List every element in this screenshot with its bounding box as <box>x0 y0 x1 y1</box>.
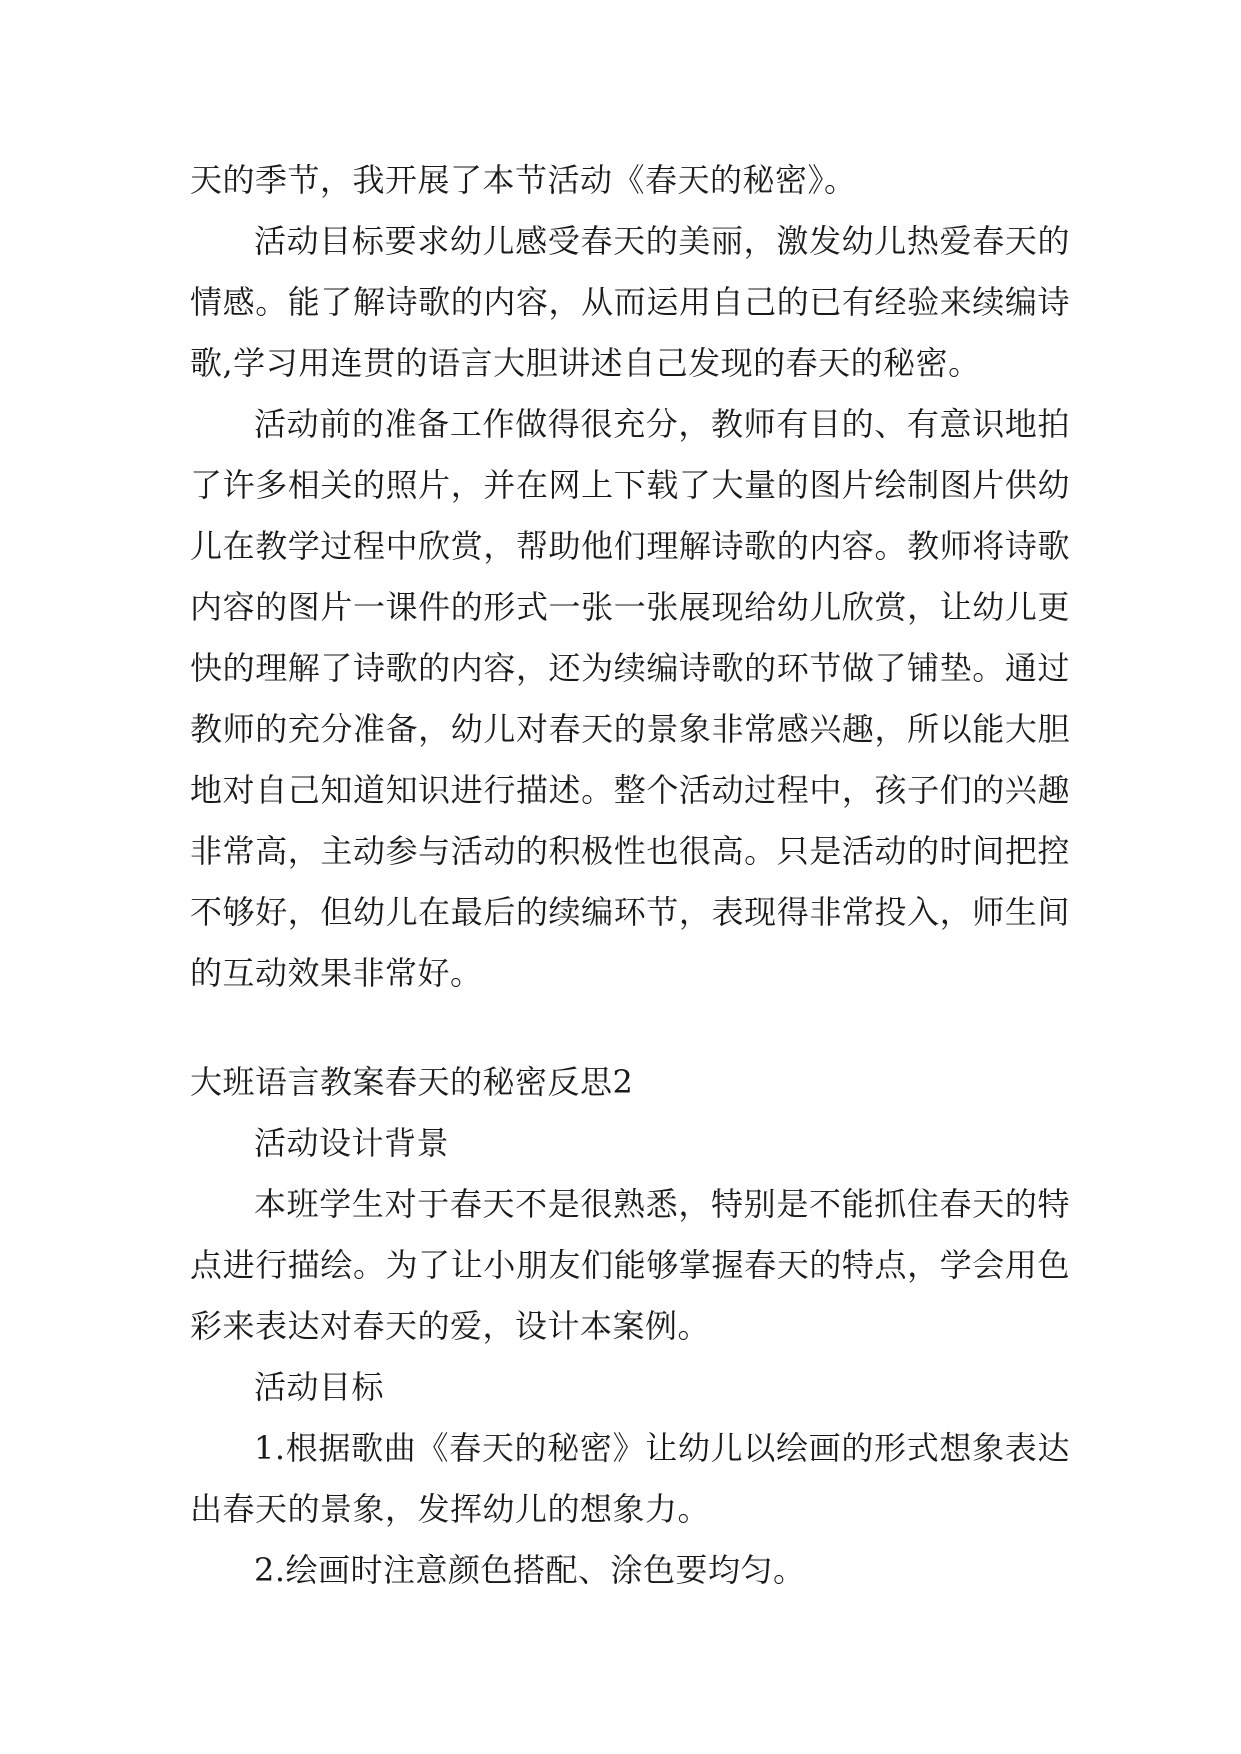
heading-design-background: 活动设计背景 <box>254 1124 450 1162</box>
list-item-goal-2: 2.绘画时注意颜色搭配、涂色要均匀。 <box>254 1551 806 1589</box>
paragraph-preparation: 活动前的准备工作做得很充分，教师有目的、有意识地拍了许多相关的照片，并在网上下载了大量的图片绘制图片供幼儿在教学过程中欣赏，帮助他们理解诗歌的内容。教师将诗歌内容的图片一课件的形式一张一张展现给幼儿欣赏，让幼儿更快的理解了诗歌的内容，还为续编诗歌的环节做了铺垫。通过教师的充分准备，幼儿对春天的景象非常感兴趣，所以能大胆地对自己知道知识进行描述。整个活动过程中，孩子们的兴趣非常高，主动参与活动的积极性也很高。只是活动的时间把控不够好，但幼儿在最后的续编环节，表现得非常投入，师生间的互动效果非常好。 <box>190 405 1070 992</box>
paragraph-background: 本班学生对于春天不是很熟悉，特别是不能抓住春天的特点进行描绘。为了让小朋友们能够掌握春天的特点，学会用色彩来表达对春天的爱，设计本案例。 <box>190 1185 1070 1345</box>
document-body <box>190 150 1070 1601</box>
paragraph-continuation: 天的季节，我开展了本节活动《春天的秘密》。 <box>190 161 857 199</box>
list-item-goal-1: 1.根据歌曲《春天的秘密》让幼儿以绘画的形式想象表达出春天的景象，发挥幼儿的想象力。 <box>190 1429 1070 1528</box>
heading-activity-goals: 活动目标 <box>254 1368 385 1406</box>
section-title: 大班语言教案春天的秘密反思2 <box>190 1063 634 1101</box>
section-gap <box>190 1004 1070 1052</box>
paragraph-activity-goals: 活动目标要求幼儿感受春天的美丽，激发幼儿热爱春天的情感。能了解诗歌的内容，从而运用自己的已有经验来续编诗歌,学习用连贯的语言大胆讲述自己发现的春天的秘密。 <box>190 222 1070 382</box>
